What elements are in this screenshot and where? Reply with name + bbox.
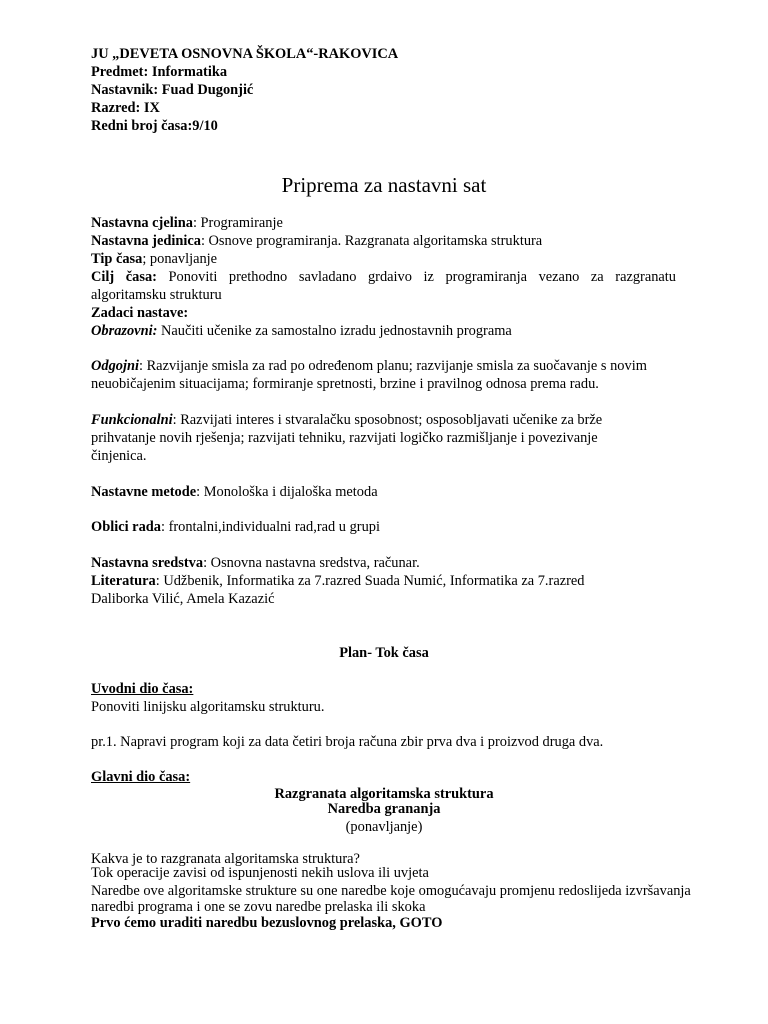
label: Nastavna sredstva (91, 555, 204, 571)
uvodni-text: Ponoviti linijsku algoritamsku strukturu. (91, 699, 325, 715)
center-heading-1: Razgranata algoritamska struktura (274, 786, 494, 802)
odgojni-cont: neuobičajenim situacijama; formiranje spretnosti, brzine i pravilnog odnosa prema radu. (91, 376, 599, 392)
label: Literatura (91, 573, 156, 589)
page-title: Priprema za nastavni sat (281, 173, 487, 197)
odgojni (91, 357, 647, 375)
label: Nastavne metode (91, 484, 197, 500)
value: Ponoviti prethodno savladano grdaivo iz programiranja vezano za razgranatu (156, 269, 676, 285)
info-cilj (91, 268, 676, 286)
center-heading-2: Naredba grananja (327, 801, 441, 817)
value: : Programiranje (192, 215, 283, 231)
value: Naučiti učenike za samostalno izradu jednostavnih programa (157, 323, 512, 339)
uvodni-label: Uvodni dio časa: (91, 681, 194, 697)
sredstva (91, 554, 420, 572)
value: : Udžbenik, Informatika za 7.razred Suada Numić, Informatika za 7.razred (155, 573, 585, 589)
zadaci-label: Zadaci nastave: (91, 305, 189, 321)
question-1: Kakva je to razgranata algoritamska struktura? (91, 851, 360, 867)
funkcionalni (91, 411, 602, 429)
value: : Razvijati interes i stvaralačku sposobnost; osposobljavati učenike za brže (172, 412, 603, 428)
label: Nastavna jedinica (91, 233, 201, 249)
value: : Razvijanje smisla za rad po određenom planu; razvijanje smisla za suočavanje s novim (138, 358, 647, 374)
label: Tip časa (91, 251, 143, 267)
funkcionalni-cont-2: činjenica. (91, 448, 147, 464)
obrazovni (91, 322, 512, 340)
teacher-line: Nastavnik: Fuad Dugonjić (91, 82, 254, 98)
label: Odgojni (91, 358, 139, 374)
value: : frontalni,individualni rad,rad u grupi (160, 519, 380, 535)
info-jedinica (91, 232, 542, 250)
glavni-label: Glavni dio časa: (91, 769, 191, 785)
funkcionalni-cont-1: prihvatanje novih rješenja; razvijati tehniku, razvijati logičko razmišljanje i povezivanje (91, 430, 598, 446)
value: : Osnove programiranja. Razgranata algoritamska struktura (200, 233, 543, 249)
label: Nastavna cjelina (91, 215, 193, 231)
literatura-cont: Daliborka Vilić, Amela Kazazić (91, 591, 275, 607)
question-3: Naredbe ove algoritamske strukture su one naredbe koje omogućavaju promjenu redoslijeda izvršavanja (91, 883, 691, 899)
school-name: JU „DEVETA OSNOVNA ŠKOLA“-RAKOVICA (91, 46, 399, 62)
info-cjelina (91, 214, 283, 232)
example-line: pr.1. Napravi program koji za data četiri broja računa zbir prva dva i proizvod druga dva. (91, 734, 604, 750)
question-4: Prvo ćemo uraditi naredbu bezuslovnog prelaska, GOTO (91, 915, 443, 931)
subject-line: Predmet: Informatika (91, 64, 228, 80)
question-2: Tok operacije zavisi od ispunjenosti nekih uslova ili uvjeta (91, 865, 429, 881)
lesson-number-line: Redni broj časa:9/10 (91, 118, 218, 134)
metode (91, 483, 378, 501)
grade-line: Razred: IX (91, 100, 160, 116)
question-3-cont: naredbi programa i one se zovu naredbe prelaska ili skoka (91, 899, 426, 915)
oblici-rada (91, 518, 380, 536)
label: Oblici rada (91, 519, 161, 535)
info-tip (91, 250, 217, 268)
label: Obrazovni: (91, 323, 158, 339)
label: Cilj časa: (91, 269, 157, 285)
value: ; ponavljanje (142, 251, 218, 267)
value: : Monološka i dijaloška metoda (196, 484, 378, 500)
center-heading-3: (ponavljanje) (345, 819, 423, 835)
info-cilj-cont: algoritamsku strukturu (91, 287, 222, 303)
label: Funkcionalni (91, 412, 173, 428)
plan-heading: Plan- Tok časa (339, 645, 429, 661)
value: : Osnovna nastavna sredstva, računar. (203, 555, 420, 571)
literatura (91, 572, 584, 590)
